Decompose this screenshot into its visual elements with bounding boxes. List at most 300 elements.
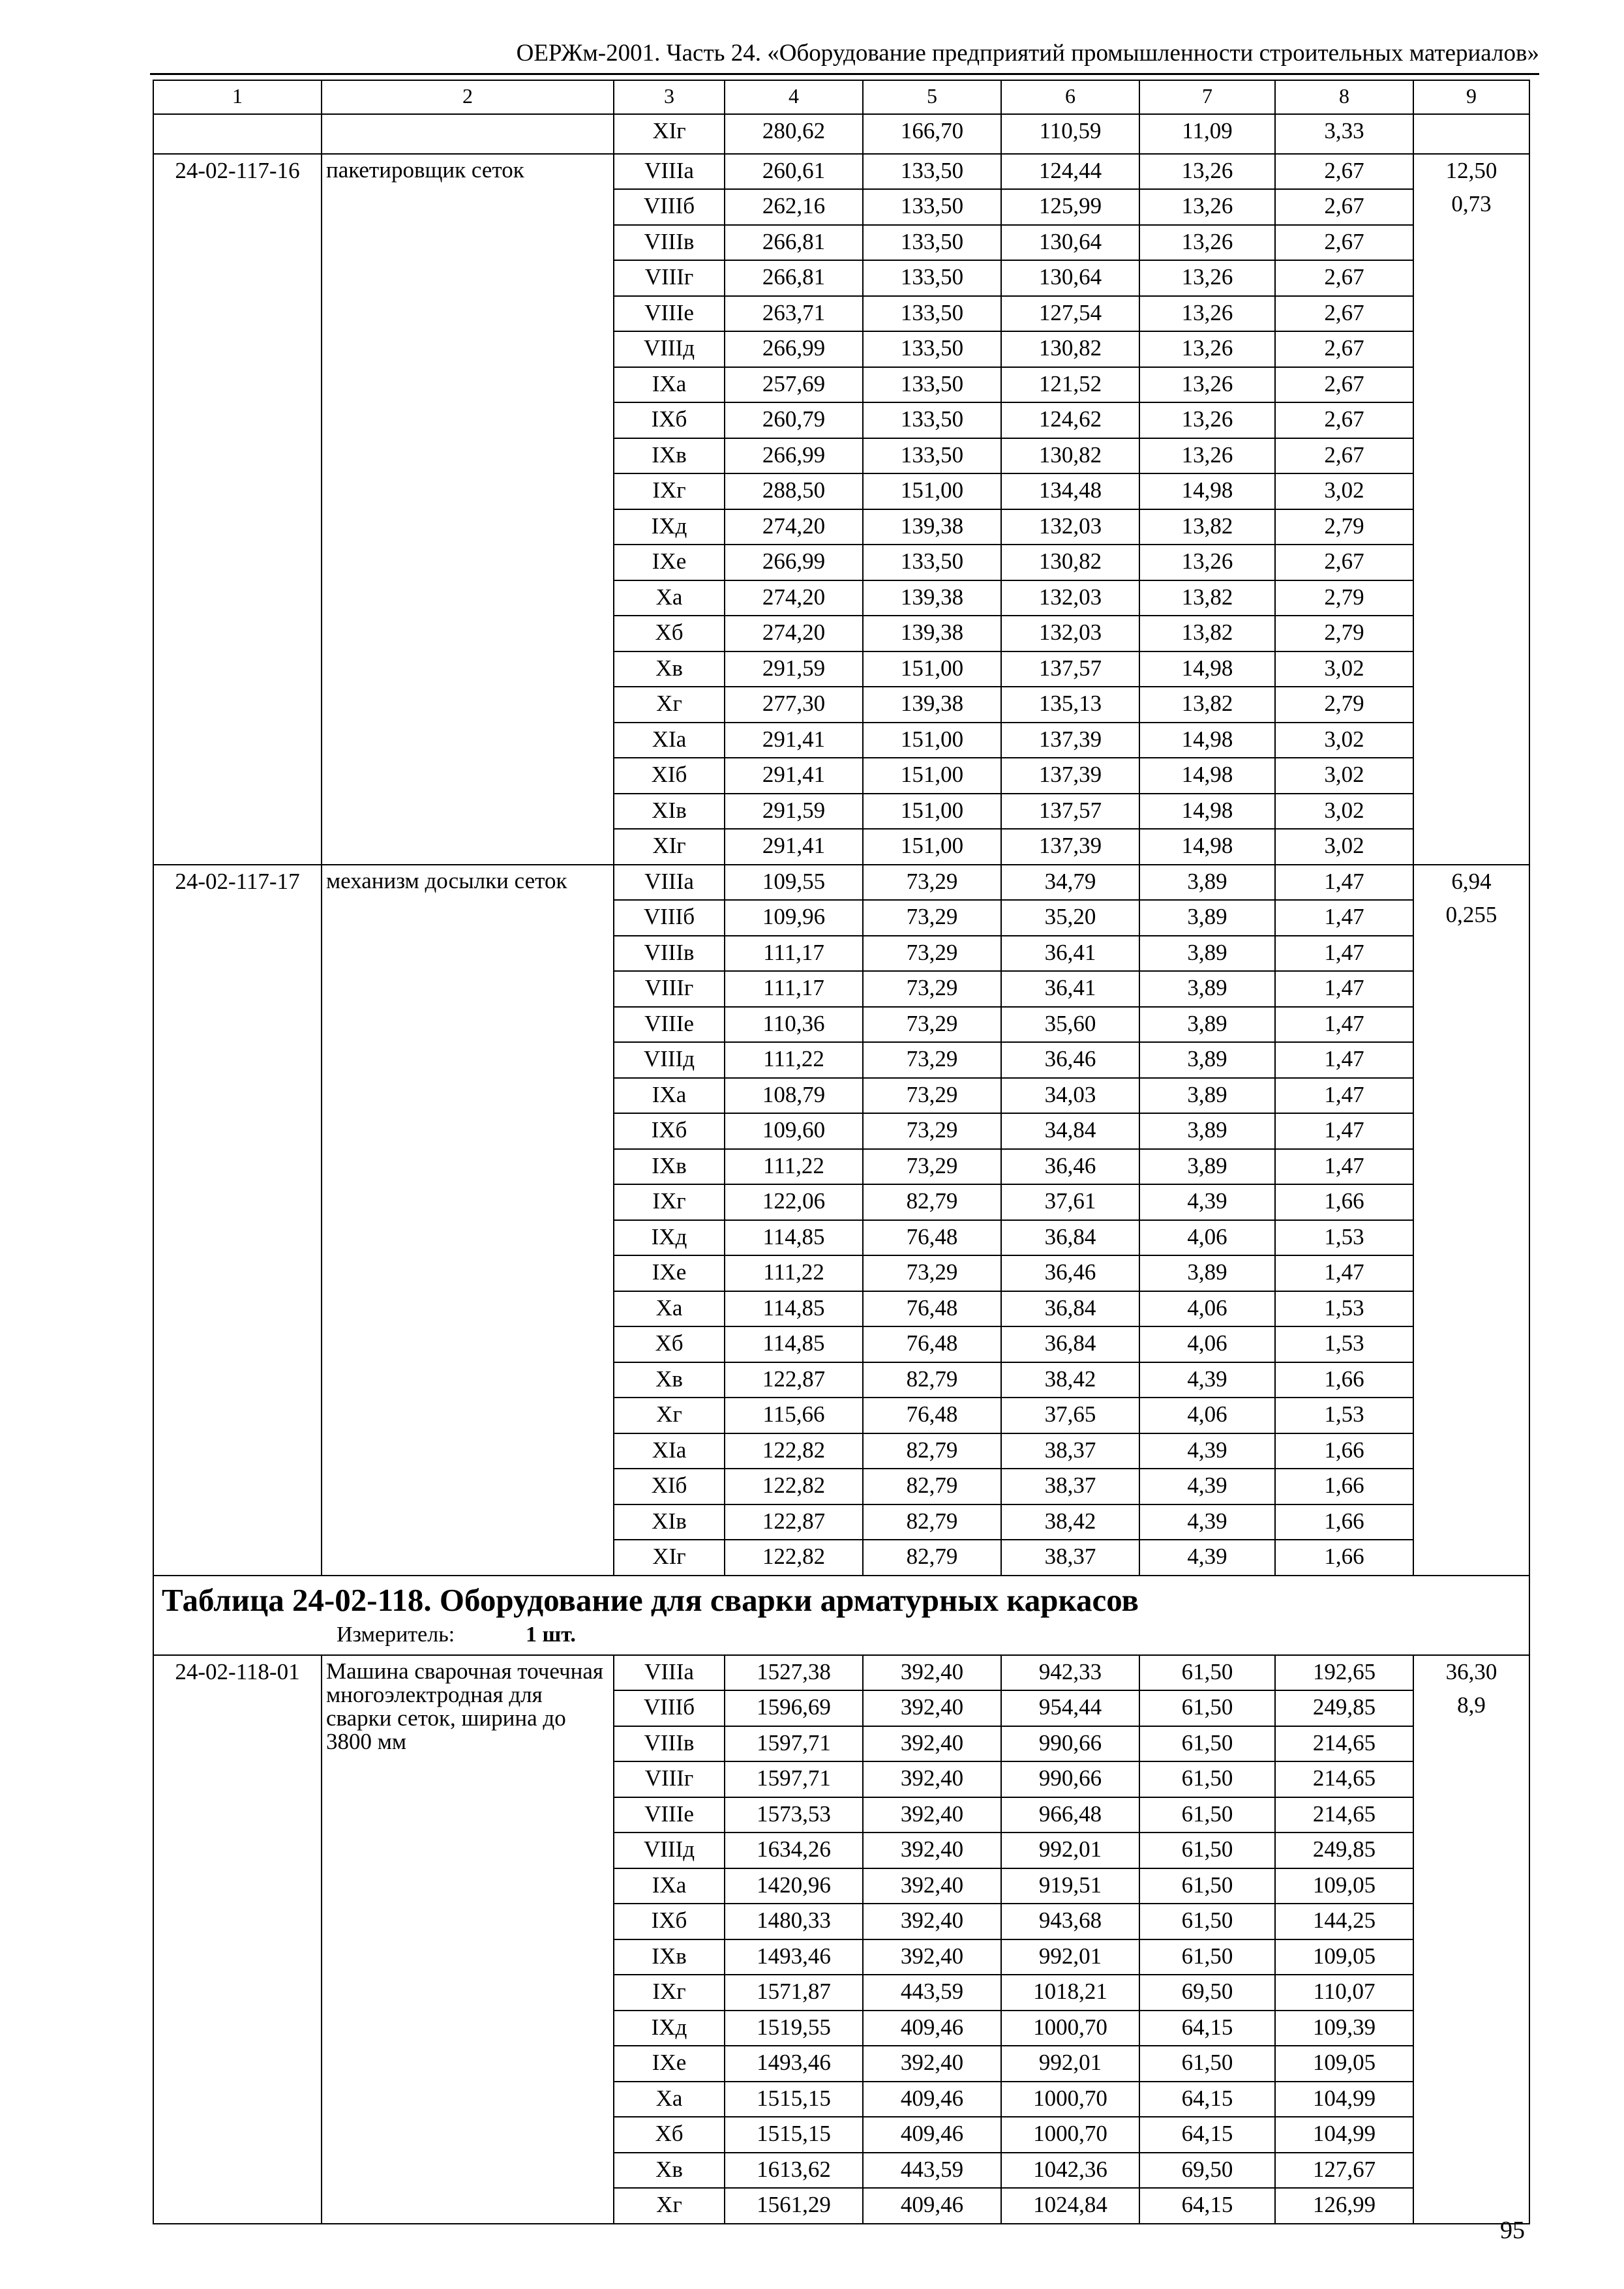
rate-value: 2,67 [1275, 154, 1413, 190]
rate-value: 64,15 [1139, 2117, 1275, 2153]
rate-value: 132,03 [1001, 509, 1139, 545]
rate-value: 1,47 [1275, 971, 1413, 1007]
rate-value: 76,48 [863, 1220, 1001, 1256]
rate-value: 1493,46 [725, 1939, 863, 1975]
mass-cell [1413, 865, 1529, 1576]
rate-value: 409,46 [863, 2188, 1001, 2224]
rate-value: 73,29 [863, 1255, 1001, 1291]
rate-value: 1018,21 [1001, 1975, 1139, 2011]
rate-value: 1597,71 [725, 1726, 863, 1762]
region-zone: Xа [614, 2082, 725, 2117]
region-zone: IXа [614, 367, 725, 403]
region-zone: VIIIб [614, 189, 725, 225]
column-number: 2 [322, 80, 614, 114]
rate-value: 38,42 [1001, 1504, 1139, 1540]
rate-value: 13,26 [1139, 189, 1275, 225]
rate-value: 109,39 [1275, 2011, 1413, 2046]
rate-value: 1,47 [1275, 1042, 1413, 1078]
rate-value: 1571,87 [725, 1975, 863, 2011]
rate-value: 4,39 [1139, 1469, 1275, 1504]
rate-value: 127,54 [1001, 296, 1139, 332]
rate-value: 133,50 [863, 154, 1001, 190]
rate-value: 130,64 [1001, 260, 1139, 296]
rate-value: 61,50 [1139, 1690, 1275, 1726]
rate-value: 3,89 [1139, 1042, 1275, 1078]
rate-value: 2,67 [1275, 296, 1413, 332]
rate-value: 14,98 [1139, 651, 1275, 687]
rate-value: 1561,29 [725, 2188, 863, 2224]
rate-value: 1,47 [1275, 936, 1413, 972]
column-number: 8 [1275, 80, 1413, 114]
rate-value: 1634,26 [725, 1833, 863, 1868]
rate-value: 36,46 [1001, 1042, 1139, 1078]
region-zone: VIIIа [614, 154, 725, 190]
rate-value: 3,89 [1139, 1149, 1275, 1185]
rate-value: 130,64 [1001, 225, 1139, 261]
rate-value: 109,60 [725, 1113, 863, 1149]
rate-value: 13,26 [1139, 296, 1275, 332]
rate-value: 1024,84 [1001, 2188, 1139, 2224]
region-zone: VIIIа [614, 865, 725, 901]
rate-value: 133,50 [863, 545, 1001, 580]
rate-value: 151,00 [863, 794, 1001, 830]
mass-cell [1413, 1655, 1529, 2224]
rate-value: 2,67 [1275, 402, 1413, 438]
mass-value-2: 0,73 [1451, 190, 1492, 217]
region-zone: IXе [614, 2046, 725, 2082]
region-zone: VIIIе [614, 1797, 725, 1833]
rate-value: 108,79 [725, 1078, 863, 1114]
rate-code: 24-02-117-16 [153, 154, 322, 865]
rate-value: 2,79 [1275, 616, 1413, 651]
rate-value: 64,15 [1139, 2011, 1275, 2046]
rate-value: 36,46 [1001, 1149, 1139, 1185]
rate-value: 277,30 [725, 687, 863, 723]
rate-value: 2,67 [1275, 545, 1413, 580]
region-zone: XIа [614, 1433, 725, 1469]
rate-value: 34,03 [1001, 1078, 1139, 1114]
rate-value: 1527,38 [725, 1655, 863, 1691]
page-number: 95 [1500, 2217, 1525, 2244]
rate-value: 133,50 [863, 225, 1001, 261]
rate-value: 14,98 [1139, 794, 1275, 830]
rate-value: 36,41 [1001, 936, 1139, 972]
rate-value: 137,39 [1001, 758, 1139, 794]
rate-value: 82,79 [863, 1469, 1001, 1504]
equipment-name [322, 114, 614, 154]
rate-value: 38,37 [1001, 1469, 1139, 1504]
mass-cell [1413, 154, 1529, 865]
rate-value: 1,47 [1275, 1078, 1413, 1114]
rate-value: 36,84 [1001, 1326, 1139, 1362]
rate-value: 13,82 [1139, 616, 1275, 651]
rate-value: 73,29 [863, 1113, 1001, 1149]
rate-value: 111,22 [725, 1255, 863, 1291]
rate-value: 137,39 [1001, 829, 1139, 865]
rate-value: 111,22 [725, 1149, 863, 1185]
rate-value: 122,82 [725, 1433, 863, 1469]
region-zone: Xг [614, 1398, 725, 1433]
rate-value: 14,98 [1139, 473, 1275, 509]
header-rule [150, 73, 1539, 75]
rate-value: 1,47 [1275, 1149, 1413, 1185]
region-zone: VIIIг [614, 971, 725, 1007]
rate-value: 274,20 [725, 580, 863, 616]
rate-value: 13,82 [1139, 580, 1275, 616]
mass-value: 36,30 [1445, 1658, 1497, 1684]
rate-value: 1000,70 [1001, 2117, 1139, 2153]
rate-value: 139,38 [863, 687, 1001, 723]
rate-value: 61,50 [1139, 1726, 1275, 1762]
rate-value: 3,89 [1139, 936, 1275, 972]
rate-value: 61,50 [1139, 1797, 1275, 1833]
rate-value: 2,67 [1275, 438, 1413, 474]
rate-value: 214,65 [1275, 1726, 1413, 1762]
rate-value: 274,20 [725, 616, 863, 651]
rate-value: 4,06 [1139, 1291, 1275, 1327]
rate-value: 4,06 [1139, 1220, 1275, 1256]
rate-value: 122,87 [725, 1362, 863, 1398]
rate-value: 13,26 [1139, 331, 1275, 367]
rate-value: 214,65 [1275, 1761, 1413, 1797]
rate-value: 122,82 [725, 1469, 863, 1504]
region-zone: IXа [614, 1868, 725, 1904]
rate-value: 133,50 [863, 331, 1001, 367]
rate-value: 61,50 [1139, 1761, 1275, 1797]
rate-value: 109,05 [1275, 2046, 1413, 2082]
rate-value: 125,99 [1001, 189, 1139, 225]
region-zone: XIг [614, 1540, 725, 1576]
rate-value: 1573,53 [725, 1797, 863, 1833]
rate-value: 1,53 [1275, 1291, 1413, 1327]
rate-value: 2,79 [1275, 509, 1413, 545]
rate-value: 992,01 [1001, 1939, 1139, 1975]
rate-value: 990,66 [1001, 1761, 1139, 1797]
rate-value: 2,67 [1275, 189, 1413, 225]
rate-value: 36,84 [1001, 1220, 1139, 1256]
region-zone: XIа [614, 723, 725, 758]
rate-value: 13,26 [1139, 402, 1275, 438]
column-number: 5 [863, 80, 1001, 114]
rate-value: 14,98 [1139, 829, 1275, 865]
region-zone: XIб [614, 758, 725, 794]
region-zone: IXб [614, 402, 725, 438]
rate-value: 64,15 [1139, 2082, 1275, 2117]
region-zone: VIIIд [614, 1833, 725, 1868]
rate-value: 73,29 [863, 865, 1001, 901]
rate-value: 124,44 [1001, 154, 1139, 190]
rate-value: 82,79 [863, 1184, 1001, 1220]
rate-value: 151,00 [863, 473, 1001, 509]
rate-value: 1,66 [1275, 1504, 1413, 1540]
rate-value: 280,62 [725, 114, 863, 154]
rate-value: 3,02 [1275, 829, 1413, 865]
rate-code: 24-02-117-17 [153, 865, 322, 1576]
rate-value: 1519,55 [725, 2011, 863, 2046]
region-zone: XIв [614, 794, 725, 830]
rate-value: 133,50 [863, 367, 1001, 403]
rate-value: 82,79 [863, 1433, 1001, 1469]
rate-value: 151,00 [863, 723, 1001, 758]
rate-value: 13,26 [1139, 438, 1275, 474]
mass-value-2: 8,9 [1457, 1692, 1486, 1718]
rate-value: 4,39 [1139, 1362, 1275, 1398]
rate-value: 124,62 [1001, 402, 1139, 438]
region-zone: IXг [614, 1184, 725, 1220]
rate-value: 392,40 [863, 1833, 1001, 1868]
table-row [153, 154, 1529, 190]
rate-value: 3,89 [1139, 900, 1275, 936]
rate-value: 133,50 [863, 402, 1001, 438]
measure-line [162, 1623, 1521, 1647]
rate-value: 36,84 [1001, 1291, 1139, 1327]
rate-value: 139,38 [863, 616, 1001, 651]
rates-table [153, 80, 1530, 2224]
rate-value: 257,69 [725, 367, 863, 403]
rate-value: 392,40 [863, 1690, 1001, 1726]
rate-value: 61,50 [1139, 1833, 1275, 1868]
rate-value: 266,99 [725, 545, 863, 580]
rate-value: 1,47 [1275, 865, 1413, 901]
rate-value: 64,15 [1139, 2188, 1275, 2224]
rate-value: 263,71 [725, 296, 863, 332]
rate-value: 1000,70 [1001, 2011, 1139, 2046]
rate-value: 110,07 [1275, 1975, 1413, 2011]
rate-value: 61,50 [1139, 1655, 1275, 1691]
rate-value: 919,51 [1001, 1868, 1139, 1904]
rate-value: 249,85 [1275, 1690, 1413, 1726]
rate-value: 61,50 [1139, 1868, 1275, 1904]
rate-value: 151,00 [863, 758, 1001, 794]
rate-value: 1,47 [1275, 1007, 1413, 1043]
region-zone: VIIIд [614, 331, 725, 367]
rate-value: 392,40 [863, 1868, 1001, 1904]
column-number: 3 [614, 80, 725, 114]
rate-value: 1,66 [1275, 1540, 1413, 1576]
region-zone: IXв [614, 1149, 725, 1185]
region-zone: XIг [614, 829, 725, 865]
rate-value: 291,41 [725, 723, 863, 758]
rate-value: 3,89 [1139, 1007, 1275, 1043]
rate-value: 443,59 [863, 1975, 1001, 2011]
rate-value: 61,50 [1139, 2046, 1275, 2082]
rate-value: 69,50 [1139, 2153, 1275, 2189]
rate-value: 1,47 [1275, 1255, 1413, 1291]
rate-value: 4,39 [1139, 1540, 1275, 1576]
mass-cell [1413, 114, 1529, 154]
rate-value: 1613,62 [725, 2153, 863, 2189]
rate-value: 137,57 [1001, 794, 1139, 830]
rate-value: 1,53 [1275, 1220, 1413, 1256]
rate-value: 3,33 [1275, 114, 1413, 154]
rate-value: 132,03 [1001, 616, 1139, 651]
region-zone: IXв [614, 438, 725, 474]
rate-value: 114,85 [725, 1326, 863, 1362]
rate-value: 4,39 [1139, 1184, 1275, 1220]
rate-value: 115,66 [725, 1398, 863, 1433]
rate-value: 37,61 [1001, 1184, 1139, 1220]
region-zone: Xб [614, 1326, 725, 1362]
region-zone: VIIIб [614, 1690, 725, 1726]
rate-value: 249,85 [1275, 1833, 1413, 1868]
rate-value: 4,39 [1139, 1433, 1275, 1469]
rate-value: 139,38 [863, 509, 1001, 545]
rate-value: 61,50 [1139, 1904, 1275, 1939]
rate-value: 114,85 [725, 1291, 863, 1327]
rate-value: 3,89 [1139, 1255, 1275, 1291]
rate-value: 135,13 [1001, 687, 1139, 723]
region-zone: Xв [614, 2153, 725, 2189]
region-zone: VIIIв [614, 1726, 725, 1762]
rate-value: 1515,15 [725, 2082, 863, 2117]
rate-value: 35,60 [1001, 1007, 1139, 1043]
rate-value: 166,70 [863, 114, 1001, 154]
rate-value: 262,16 [725, 189, 863, 225]
region-zone: Xб [614, 2117, 725, 2153]
rate-value: 4,06 [1139, 1398, 1275, 1433]
region-zone: VIIIе [614, 296, 725, 332]
rate-value: 14,98 [1139, 723, 1275, 758]
column-number-row [153, 80, 1529, 114]
rate-value: 132,03 [1001, 580, 1139, 616]
rate-value: 36,41 [1001, 971, 1139, 1007]
region-zone: XIб [614, 1469, 725, 1504]
mass-value: 6,94 [1451, 868, 1492, 894]
rate-value: 130,82 [1001, 331, 1139, 367]
rate-value: 109,05 [1275, 1868, 1413, 1904]
rate-value: 151,00 [863, 651, 1001, 687]
region-zone: VIIIа [614, 1655, 725, 1691]
rate-value: 13,82 [1139, 509, 1275, 545]
rate-value: 966,48 [1001, 1797, 1139, 1833]
rate-value: 1,47 [1275, 900, 1413, 936]
rate-value: 260,61 [725, 154, 863, 190]
rate-value: 992,01 [1001, 1833, 1139, 1868]
rate-value: 943,68 [1001, 1904, 1139, 1939]
rate-value: 992,01 [1001, 2046, 1139, 2082]
rate-value: 291,41 [725, 829, 863, 865]
region-zone: VIIIб [614, 900, 725, 936]
region-zone: IXг [614, 473, 725, 509]
rate-value: 2,79 [1275, 580, 1413, 616]
rate-code: 24-02-118-01 [153, 1655, 322, 2224]
rate-value: 111,22 [725, 1042, 863, 1078]
rate-value: 13,26 [1139, 154, 1275, 190]
rate-value: 109,96 [725, 900, 863, 936]
rate-value: 133,50 [863, 189, 1001, 225]
rate-value: 1420,96 [725, 1868, 863, 1904]
table-row [153, 1655, 1529, 1691]
rate-value: 133,50 [863, 296, 1001, 332]
rate-value: 266,99 [725, 438, 863, 474]
rate-value: 130,82 [1001, 545, 1139, 580]
rate-value: 1,66 [1275, 1184, 1413, 1220]
rate-value: 137,39 [1001, 723, 1139, 758]
region-zone: IXа [614, 1078, 725, 1114]
rate-value: 392,40 [863, 1655, 1001, 1691]
rate-value: 409,46 [863, 2117, 1001, 2153]
rate-value: 73,29 [863, 1149, 1001, 1185]
rate-value: 144,25 [1275, 1904, 1413, 1939]
rate-value: 3,89 [1139, 865, 1275, 901]
rate-value: 409,46 [863, 2011, 1001, 2046]
rate-value: 274,20 [725, 509, 863, 545]
region-zone: VIIIд [614, 1042, 725, 1078]
rate-value: 3,02 [1275, 651, 1413, 687]
rate-value: 104,99 [1275, 2117, 1413, 2153]
rate-value: 133,50 [863, 438, 1001, 474]
rate-value: 14,98 [1139, 758, 1275, 794]
rate-value: 1,66 [1275, 1469, 1413, 1504]
rate-value: 38,42 [1001, 1362, 1139, 1398]
region-zone: VIIIг [614, 1761, 725, 1797]
rate-value: 260,79 [725, 402, 863, 438]
region-zone: IXе [614, 1255, 725, 1291]
rate-value: 36,46 [1001, 1255, 1139, 1291]
rate-value: 392,40 [863, 1939, 1001, 1975]
rate-value: 34,79 [1001, 865, 1139, 901]
rate-value: 1,53 [1275, 1326, 1413, 1362]
rate-value: 82,79 [863, 1504, 1001, 1540]
rate-value: 122,82 [725, 1540, 863, 1576]
rate-value: 127,67 [1275, 2153, 1413, 2189]
rate-value: 291,59 [725, 651, 863, 687]
rate-value: 1480,33 [725, 1904, 863, 1939]
rate-value: 11,09 [1139, 114, 1275, 154]
rate-value: 73,29 [863, 936, 1001, 972]
rate-value: 37,65 [1001, 1398, 1139, 1433]
region-zone: Xг [614, 687, 725, 723]
rate-value: 34,84 [1001, 1113, 1139, 1149]
rate-value: 1596,69 [725, 1690, 863, 1726]
rate-value: 1515,15 [725, 2117, 863, 2153]
rate-value: 111,17 [725, 936, 863, 972]
rate-value: 990,66 [1001, 1726, 1139, 1762]
rate-value: 2,67 [1275, 331, 1413, 367]
region-zone: VIIIв [614, 936, 725, 972]
rate-value: 4,06 [1139, 1326, 1275, 1362]
rate-value: 38,37 [1001, 1433, 1139, 1469]
region-zone: Xб [614, 616, 725, 651]
column-number: 1 [153, 80, 322, 114]
region-zone: Xв [614, 1362, 725, 1398]
rate-value: 73,29 [863, 1078, 1001, 1114]
rate-value: 954,44 [1001, 1690, 1139, 1726]
rate-value: 1042,36 [1001, 2153, 1139, 2189]
region-zone: VIIIг [614, 260, 725, 296]
rate-value: 38,37 [1001, 1540, 1139, 1576]
rate-value: 266,81 [725, 260, 863, 296]
mass-value-2: 0,255 [1445, 901, 1497, 927]
region-zone: XIв [614, 1504, 725, 1540]
rate-value: 2,79 [1275, 687, 1413, 723]
rate-value: 139,38 [863, 580, 1001, 616]
running-header: ОЕРЖм-2001. Часть 24. «Оборудование предприятий промышленности строительных материалов» [516, 40, 1539, 67]
rate-value: 409,46 [863, 2082, 1001, 2117]
region-zone: IXе [614, 545, 725, 580]
rate-value: 392,40 [863, 2046, 1001, 2082]
column-number: 9 [1413, 80, 1529, 114]
rate-value: 1,66 [1275, 1362, 1413, 1398]
region-zone: IXв [614, 1939, 725, 1975]
equipment-name: Машина сварочная точечная многоэлектродная для сварки сеток, ширина до 3800 мм [322, 1655, 614, 2224]
rate-value: 3,02 [1275, 758, 1413, 794]
rate-value: 392,40 [863, 1904, 1001, 1939]
column-number: 6 [1001, 80, 1139, 114]
rate-value: 392,40 [863, 1797, 1001, 1833]
rate-value: 13,26 [1139, 260, 1275, 296]
rate-value: 76,48 [863, 1291, 1001, 1327]
